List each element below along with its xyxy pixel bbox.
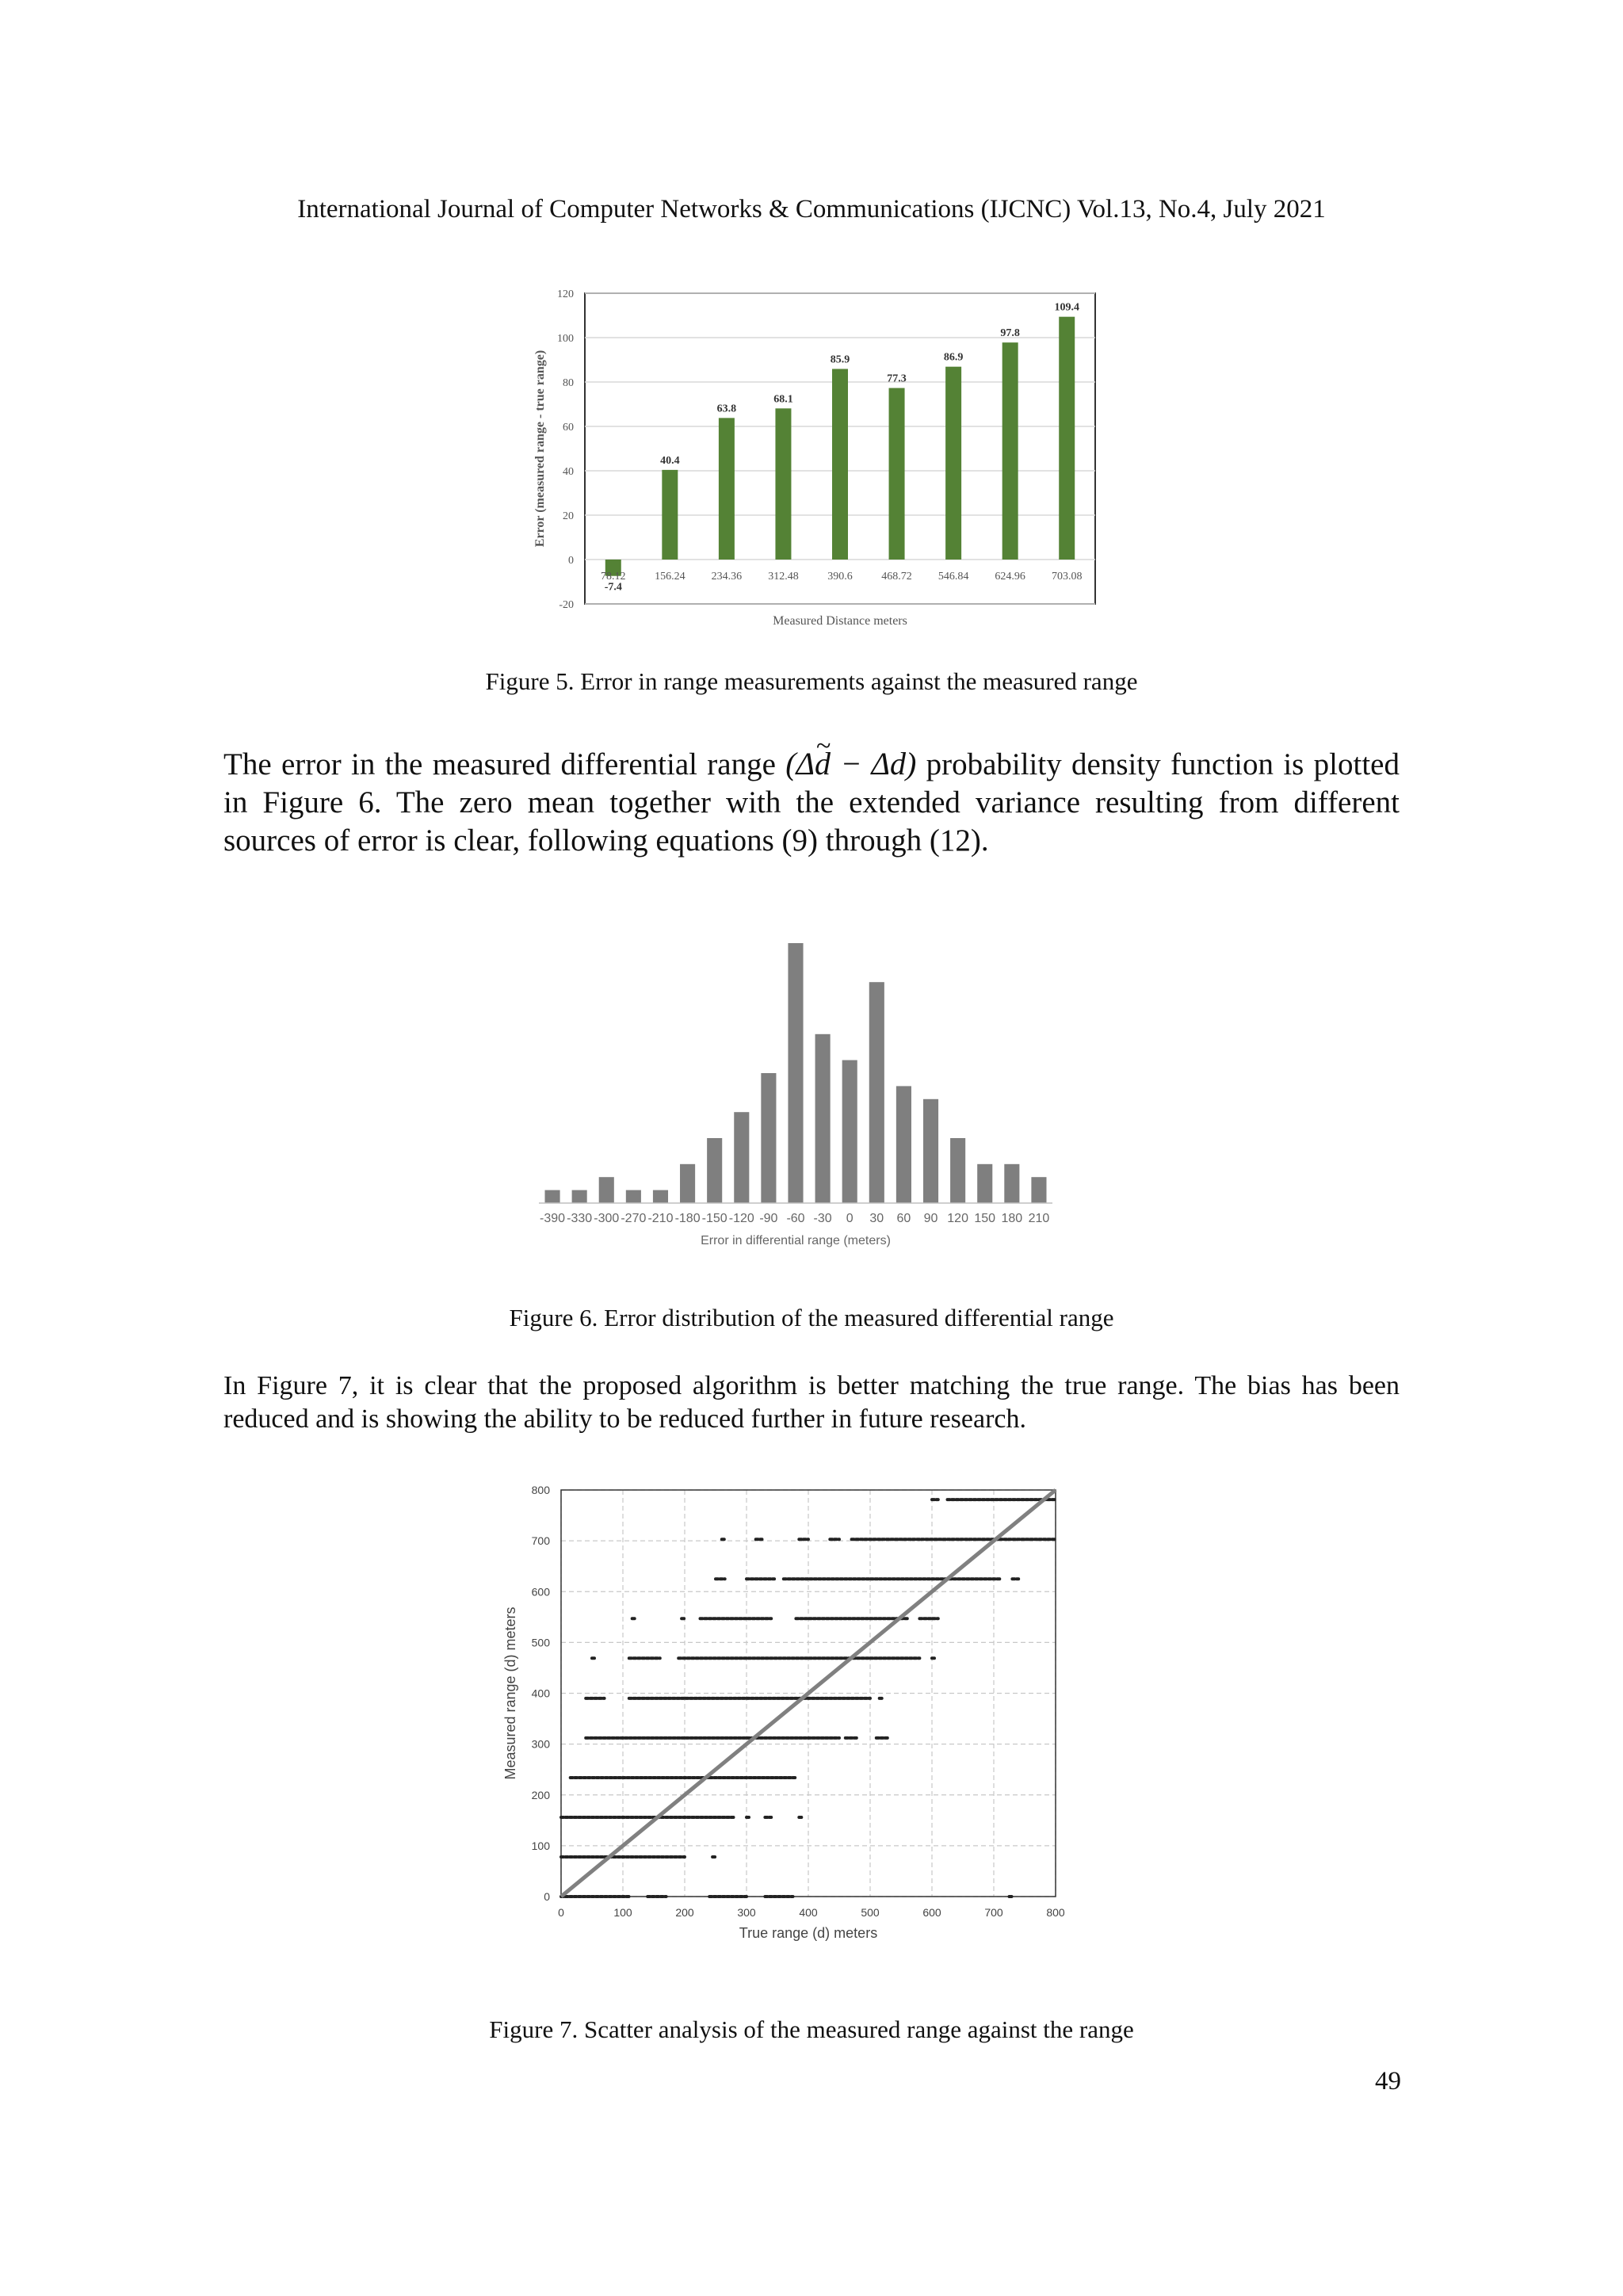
data-label: -7.4 xyxy=(604,581,622,594)
x-tick-label: 60 xyxy=(896,1212,911,1225)
paragraph-2: In Figure 7, it is clear that the proposed algorithm is better matching the true range. The bias has been reduced and is showing the ability to be reduced further in future research. xyxy=(223,1371,1400,1434)
y-tick-label: 120 xyxy=(557,288,574,300)
x-tick-label: 400 xyxy=(799,1906,818,1919)
bar xyxy=(680,1164,695,1203)
y-tick-label: 40 xyxy=(563,466,574,478)
x-tick-label: 624.96 xyxy=(995,571,1025,583)
bar xyxy=(719,418,735,560)
paragraph-1 xyxy=(223,745,1400,860)
x-tick-label: -180 xyxy=(674,1212,701,1225)
figure-6-caption: Figure 6. Error distribution of the measured differential range xyxy=(509,1304,1114,1331)
bar xyxy=(889,388,905,560)
bar xyxy=(945,367,961,560)
x-tick-label: 78.12 xyxy=(601,571,626,583)
y-tick-label: 500 xyxy=(531,1636,550,1649)
bar xyxy=(1004,1164,1019,1203)
bar xyxy=(815,1034,831,1203)
x-tick-label: -120 xyxy=(728,1212,754,1225)
x-tick-label: 390.6 xyxy=(827,571,853,583)
y-tick-label: -20 xyxy=(559,599,574,611)
x-tick-label: 800 xyxy=(1046,1906,1065,1919)
x-tick-label: 100 xyxy=(613,1906,632,1919)
x-tick-label: 30 xyxy=(869,1212,884,1225)
x-tick-label: 234.36 xyxy=(711,571,743,583)
data-label: 85.9 xyxy=(830,353,850,366)
x-tick-label: 700 xyxy=(984,1906,1003,1919)
x-tick-label: 120 xyxy=(947,1212,968,1225)
bar xyxy=(653,1190,668,1203)
bar xyxy=(1002,342,1018,560)
x-tick-label: -60 xyxy=(786,1212,805,1225)
y-tick-label: 700 xyxy=(531,1534,550,1548)
y-tick-label: 100 xyxy=(557,333,574,345)
bar xyxy=(626,1190,641,1203)
bar xyxy=(923,1099,938,1203)
data-label: 68.1 xyxy=(773,393,793,406)
y-tick-label: 400 xyxy=(531,1687,550,1700)
y-tick-label: 600 xyxy=(531,1585,550,1599)
bar xyxy=(775,408,791,560)
x-tick-label: 500 xyxy=(861,1906,880,1919)
bar xyxy=(707,1138,722,1203)
y-tick-label: 0 xyxy=(544,1890,550,1903)
bar xyxy=(896,1086,911,1203)
y-tick-label: 200 xyxy=(531,1788,550,1801)
x-tick-label: 156.24 xyxy=(655,571,685,583)
page-number: 49 xyxy=(1375,2067,1401,2095)
y-tick-label: 20 xyxy=(563,510,574,522)
paragraph-1-post: probability density function is plotted in Figure 6. The zero mean together with the extended variance resulting from different sources of error is clear, following equations (9) through (12). xyxy=(223,747,1400,858)
y-tick-label: 300 xyxy=(531,1737,550,1751)
x-axis-title: Error in differential range (meters) xyxy=(701,1234,891,1247)
bar xyxy=(869,982,884,1203)
bar xyxy=(761,1073,776,1203)
x-tick-label: 468.72 xyxy=(881,571,912,583)
data-label: 97.8 xyxy=(1000,327,1020,340)
x-tick-label: 703.08 xyxy=(1051,571,1083,583)
figure-7-caption: Figure 7. Scatter analysis of the measured range against the range xyxy=(489,2015,1134,2043)
bar xyxy=(545,1190,560,1203)
data-label: 86.9 xyxy=(943,351,964,364)
bar xyxy=(832,369,848,560)
bar xyxy=(950,1138,965,1203)
bar xyxy=(1059,317,1075,560)
bar xyxy=(842,1060,857,1203)
figure-7-scatter xyxy=(0,1474,1623,1966)
data-label: 109.4 xyxy=(1054,301,1079,314)
bar xyxy=(599,1177,614,1203)
bar xyxy=(734,1112,749,1203)
y-tick-label: 100 xyxy=(531,1839,550,1852)
y-tick-label: 60 xyxy=(563,422,574,434)
paragraph-1-pre: The error in the measured differential range xyxy=(223,747,786,781)
bar xyxy=(662,470,678,560)
bar xyxy=(788,943,803,1203)
x-tick-label: 200 xyxy=(675,1906,694,1919)
y-tick-label: 800 xyxy=(531,1484,550,1496)
bar xyxy=(977,1164,992,1203)
x-tick-label: 90 xyxy=(923,1212,938,1225)
x-tick-label: 150 xyxy=(974,1212,996,1225)
data-label: 40.4 xyxy=(660,454,680,467)
x-axis-title: True range (d) meters xyxy=(739,1925,878,1941)
bar xyxy=(1031,1177,1046,1203)
x-tick-label: -390 xyxy=(540,1212,566,1225)
x-tick-label: 312.48 xyxy=(768,571,799,583)
figure-5-caption: Figure 5. Error in range measurements against the measured range xyxy=(485,667,1138,695)
y-axis-title: Measured range (d) meters xyxy=(502,1606,518,1780)
bar xyxy=(572,1190,587,1203)
data-label: 77.3 xyxy=(887,372,907,385)
figure-6-histogram xyxy=(0,927,1623,1260)
x-axis-title: Measured Distance meters xyxy=(773,614,907,628)
x-tick-label: 180 xyxy=(1001,1212,1023,1225)
x-tick-label: -210 xyxy=(647,1212,674,1225)
x-tick-label: 210 xyxy=(1028,1212,1050,1225)
x-tick-label: 546.84 xyxy=(938,571,969,583)
y-axis-title: Error (measured range - true range) xyxy=(533,350,547,548)
x-tick-label: 600 xyxy=(922,1906,941,1919)
x-tick-label: -270 xyxy=(621,1212,647,1225)
x-tick-label: -300 xyxy=(594,1212,620,1225)
formula: (Δd ~ − Δd) xyxy=(785,746,916,781)
x-tick-label: -150 xyxy=(701,1212,727,1225)
x-tick-label: -30 xyxy=(813,1212,832,1225)
x-tick-label: 300 xyxy=(737,1906,756,1919)
x-tick-label: -90 xyxy=(759,1212,778,1225)
running-header: International Journal of Computer Networks & Communications (IJCNC) Vol.13, No.4, July 2021 xyxy=(297,195,1326,223)
y-tick-label: 80 xyxy=(563,377,574,389)
y-tick-label: 0 xyxy=(568,555,574,567)
data-label: 63.8 xyxy=(716,403,737,415)
x-tick-label: -330 xyxy=(567,1212,593,1225)
x-tick-label: 0 xyxy=(846,1212,854,1225)
x-tick-label: 0 xyxy=(558,1906,564,1919)
